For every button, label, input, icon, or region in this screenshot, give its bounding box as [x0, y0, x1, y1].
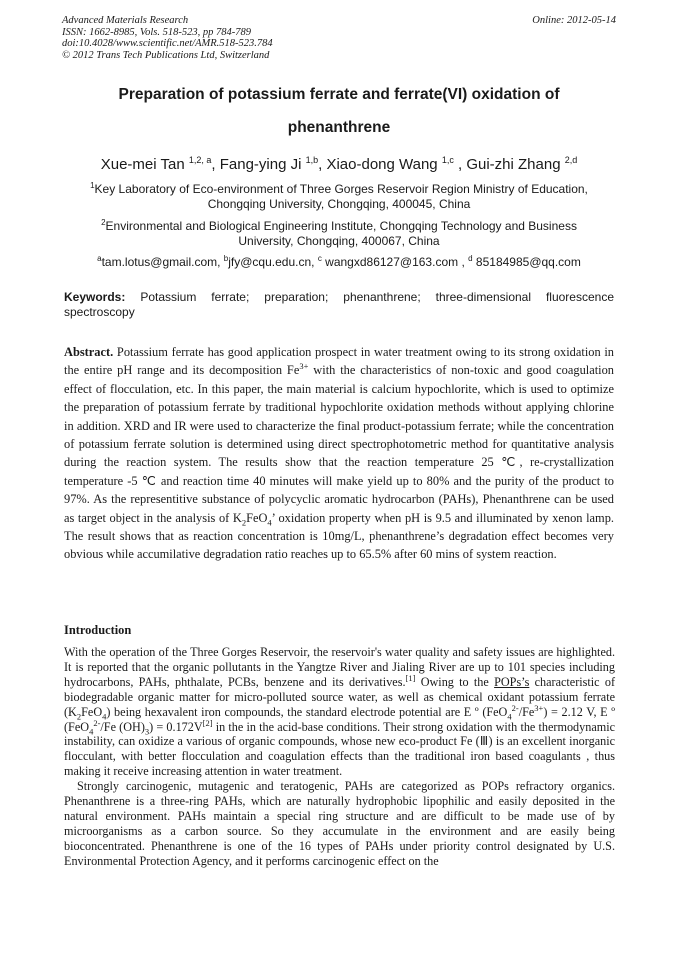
introduction-body	[64, 645, 615, 869]
journal-header	[62, 15, 616, 61]
body-text: FeO	[81, 704, 103, 719]
body-text: /Fe (OH)	[100, 719, 145, 734]
body-text: ) = 2.12 V, E	[543, 704, 608, 719]
subscript: 4	[89, 725, 94, 736]
body-text: ) = 0.172V	[149, 719, 203, 734]
author-list: Xue-mei Tan $^{1,2, a}$, Fang-ying Ji $^{1,b}$, Xiao-dong Wang $^{1,c}$ , Gui-zhi Zhang $^{2,d}$	[100, 155, 578, 173]
paper-title	[62, 78, 616, 144]
abstract-text: FeO	[246, 510, 268, 525]
affiliation-line: University, Chongqing, 400067, China	[238, 234, 440, 248]
title-line-2: phenanthrene	[287, 119, 391, 136]
body-text: With the operation of the Three Gorges Reservoir, the reservoir's water quality and safety issues are highlighted. It is reported that the organic pollutants in the Yangtze River and Jialing River are up to 101 species including hydrocarbons, PAHs, phthalate, PCBs, benzene and its derivatives.	[64, 645, 615, 689]
introduction-heading: Introduction	[64, 623, 132, 637]
email-mark: c	[317, 254, 322, 263]
email-address: jfy@cqu.edu.cn	[228, 255, 312, 269]
keywords-section	[64, 290, 614, 319]
affiliation-line: Chongqing University, Chongqing, 400045, China	[207, 197, 471, 211]
keywords-text: Potassium ferrate; preparation; phenanthrene; three-dimensional fluorescence spectroscopy	[64, 290, 615, 319]
pops-underlined-term: POPs’s	[494, 674, 530, 689]
author-name: Xiao-dong Wang	[326, 156, 438, 173]
subscript: 4	[102, 711, 107, 722]
affiliation-mark: 1	[90, 181, 95, 190]
abstract-text: ’ oxidation property when pH is 9.5 and illuminated by xenon lamp. The result shows that as reaction concentration is 10mg/L, phenanthrene’s degradation effect becomes very obvious while accumilative degradation ratio reaches up to 65.5% after 60 mins of system reaction.	[64, 510, 614, 562]
affiliation-line: Key Laboratory of Eco-environment of Three Gorges Reservoir Region Ministry of Education,	[94, 182, 588, 196]
subscript: 2	[76, 711, 82, 722]
superscript: 3+	[534, 702, 544, 713]
abstract-section	[64, 343, 614, 564]
body-text: º (FeO	[474, 704, 508, 719]
citation-ref: [2]	[202, 717, 213, 728]
author-name: Gui-zhi Zhang	[466, 156, 561, 173]
doi-line: doi:10.4028/www.scientific.net/AMR.518-523.784	[62, 38, 273, 50]
body-text: in the in the acid-base conditions. Their strong oxidation with the thermodynamic instability, can oxidize a various of organic compounds, whose new eco-product Fe (Ⅲ) is an excellent inorganic flocculant, with better flocculation and coagulation effects than the traditional iron based coagulants , thus making it receive increasing attention in water treatment.	[64, 719, 616, 779]
body-text: /Fe	[518, 704, 535, 719]
author-name: Fang-ying Ji	[219, 156, 302, 173]
affiliation-line: Environmental and Biological Engineering Institute, Chongqing Technology and Business	[105, 219, 577, 233]
citation-ref: [1]	[405, 672, 416, 683]
issn-line: ISSN: 1662-8985, Vols. 518-523, pp 784-789	[62, 26, 251, 38]
affiliation-2	[72, 219, 606, 249]
subscript: 2	[241, 517, 247, 528]
title-line-1: Preparation of potassium ferrate and ferrate(VI) oxidation of	[118, 86, 560, 103]
email-address: tam.lotus@gmail.com	[101, 255, 218, 269]
superscript: 2-	[511, 702, 519, 713]
author-affiliation-mark: 1,b	[305, 155, 319, 165]
subscript: 3	[144, 725, 150, 736]
journal-name: Advanced Materials Research	[62, 15, 189, 26]
email-address: wangxd86127@163.com	[325, 255, 459, 269]
body-text: Strongly carcinogenic, mutagenic and teratogenic, PAHs are categorized as POPs refractory organics. Phenanthrene is a three-ring PAHs, which are naturally hydrophobic lipophilic and easily deposited in the natural environment. PAHs maintain a special ring structure and are difficult to be made use of by microorganisms as a carbon source. So they accumulate in the environment and are easily being bioconcentrated. Phenanthrene is one of the 16 types of PAHs under priority control designated by U.S. Environmental Protection Agency, and it performs carcinogenic effect on the	[64, 779, 615, 868]
abstract-text: with the characteristics of non-toxic and good coagulation effect of flocculation, etc. In this paper, the main material is calcium hypochlorite, which is used to optimize the preparation of potassium ferrate by traditional hypochlorite oxidation methods without applying chlorine in addition. XRD and IR were used to characterize the final product-potassium ferrate; while the concentration of potassium ferrate solution is determined using direct spectrophotometric method for quantitative analysis during the reaction system. The results show that the reaction temperature 25 ℃, re-crystallization temperature -5 ℃ and reaction time 40 minutes will make yield up to 80% and the purity of the product to 97%. As the representitive substance of polycyclic aromatic hydrocarbon (PAHs), Phenanthrene can be used as target object in the analysis of K	[64, 363, 614, 525]
paragraph	[64, 779, 615, 868]
superscript: 3+	[299, 361, 309, 372]
paragraph	[64, 645, 615, 779]
affiliation-mark: 2	[101, 218, 106, 227]
author-affiliation-mark: 1,2, a	[188, 155, 212, 165]
keywords-label: Keywords:	[64, 290, 126, 304]
email-mark: b	[223, 254, 229, 263]
body-text: º (FeO	[64, 704, 616, 734]
copyright-line: © 2012 Trans Tech Publications Ltd, Switzerland	[62, 49, 270, 61]
author-name: Xue-mei Tan	[100, 156, 185, 173]
affiliation-1	[72, 182, 606, 212]
email-mark: d	[468, 254, 473, 263]
subscript: 4	[267, 517, 272, 528]
body-text: Owing to the	[420, 674, 489, 689]
abstract-text: Potassium ferrate has good application prospect in water treatment owing to its strong oxidation in the entire pH range and its decomposition Fe	[64, 345, 614, 378]
body-text: characteristic of biodegradable organic matter for micro-polluted source water, as well as chemical oxidant potassium ferrate (K	[64, 674, 615, 719]
subscript: 4	[507, 711, 512, 722]
online-date: Online: 2012-05-14	[532, 15, 616, 26]
superscript: 2-	[93, 717, 101, 728]
email-address: 85184985@qq.com	[475, 255, 581, 269]
email-list: $^a$tam.lotus@gmail.com, $^b$jfy@cqu.edu.cn, $^c$ wangxd86127@163.com , $^d$ 85184985@qq.com	[97, 254, 581, 269]
author-affiliation-mark: 2,d	[564, 155, 578, 165]
body-text: ) being hexavalent iron compounds, the standard electrode potential are E	[106, 704, 472, 719]
author-affiliation-mark: 1,c	[441, 155, 454, 165]
email-mark: a	[97, 254, 102, 263]
abstract-label: Abstract.	[64, 345, 114, 359]
